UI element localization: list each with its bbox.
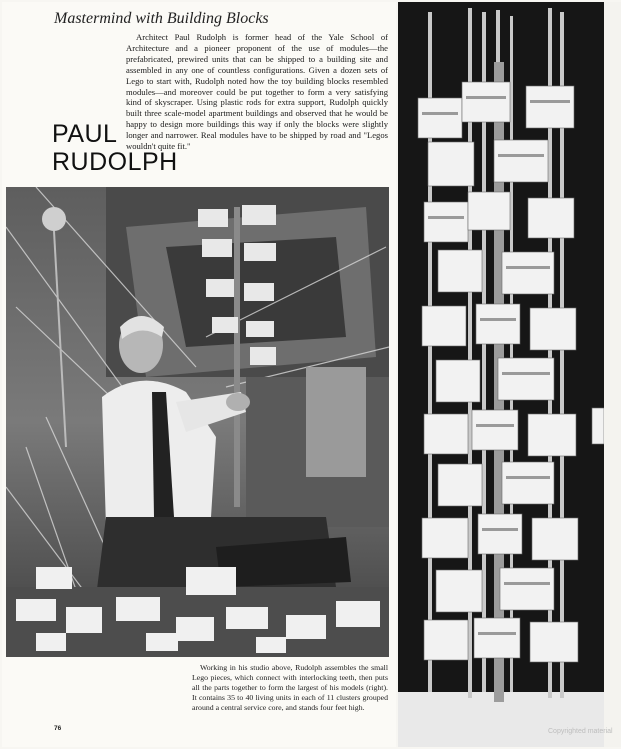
- page-number: 76: [54, 725, 62, 732]
- left-column: [2, 2, 396, 747]
- copyright-watermark: Copyrighted material: [548, 728, 613, 735]
- photo-caption: Working in his studio above, Rudolph assembles the small Lego pieces, which connect with interlocking teeth, then puts all the parts together to form the largest of his models (right). It contains 35 to 40 living units in each of 11 clusters grouped around a central service core, and stands four feet high.: [192, 663, 388, 712]
- article-kicker: Mastermind with Building Blocks: [54, 10, 269, 27]
- title-first-name: PAUL: [52, 120, 118, 148]
- studio-photo: [6, 187, 389, 657]
- title-last-name: RUDOLPH: [52, 148, 178, 176]
- intro-paragraph: Architect Paul Rudolph is former head of the Yale School of Architecture and a pioneer proponent of the use of modules—the prefabricated, prewired units that can be shipped to a building site and assembled in any one of countless configurations. Given a dozen sets of Lego to start with, Rudolph noted how the toy building blocks resembled modules—and moreover could be put together to form a very satisfying kind of skyscraper. Using plastic rods for extra support, Rudolph quickly built three scale-model apartment buildings and observed that he would be happy to design more buildings this way if only the blocks were slightly longer and narrower. Real modules have to be shipped by road and "Legos wouldn't quite fit.": [126, 32, 388, 152]
- page-margin: [604, 2, 621, 747]
- lego-tower-photo: [398, 2, 604, 747]
- article-title: [52, 120, 178, 176]
